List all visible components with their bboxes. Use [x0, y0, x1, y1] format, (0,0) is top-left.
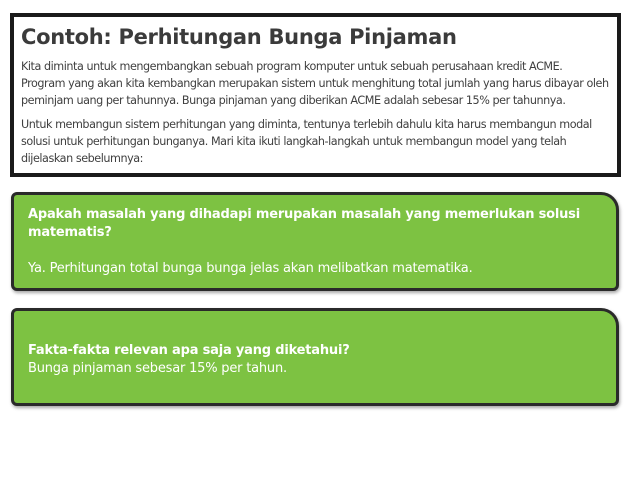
qa-spacer [28, 242, 602, 260]
qa-answer: Bunga pinjaman sebesar 15% per tahun. [28, 361, 287, 376]
qa-card-relevant-facts [11, 308, 619, 406]
intro-frame [10, 13, 621, 177]
qa-card-math-problem [11, 192, 619, 291]
qa-question: Apakah masalah yang dihadapi merupakan masalah yang memerlukan solusi matematis? [28, 207, 580, 240]
intro-title: Contoh: Perhitungan Bunga Pinjaman [21, 25, 457, 49]
qa-answer: Ya. Perhitungan total bunga bunga jelas akan melibatkan matematika. [28, 261, 473, 276]
intro-paragraph-1: Kita diminta untuk mengembangkan sebuah program komputer untuk sebuah perusahaan kredit ACME. Program yang akan kita kembangkan merupakan sistem untuk menghitung total jumlah yang harus dibayar oleh peminjam uang per tahunnya. Bunga pinjaman yang diberikan ACME adalah sebesar 15% per tahunnya. [21, 60, 609, 107]
intro-paragraph-2: Untuk membangun sistem perhitungan yang diminta, tentunya terlebih dahulu kita harus membangun modal solusi untuk perhitungan bunganya. Mari kita ikuti langkah-langkah untuk membangun model yang telah dijelaskan sebelumnya: [21, 118, 592, 165]
qa-question: Fakta-fakta relevan apa saja yang diketahui? [28, 343, 350, 358]
